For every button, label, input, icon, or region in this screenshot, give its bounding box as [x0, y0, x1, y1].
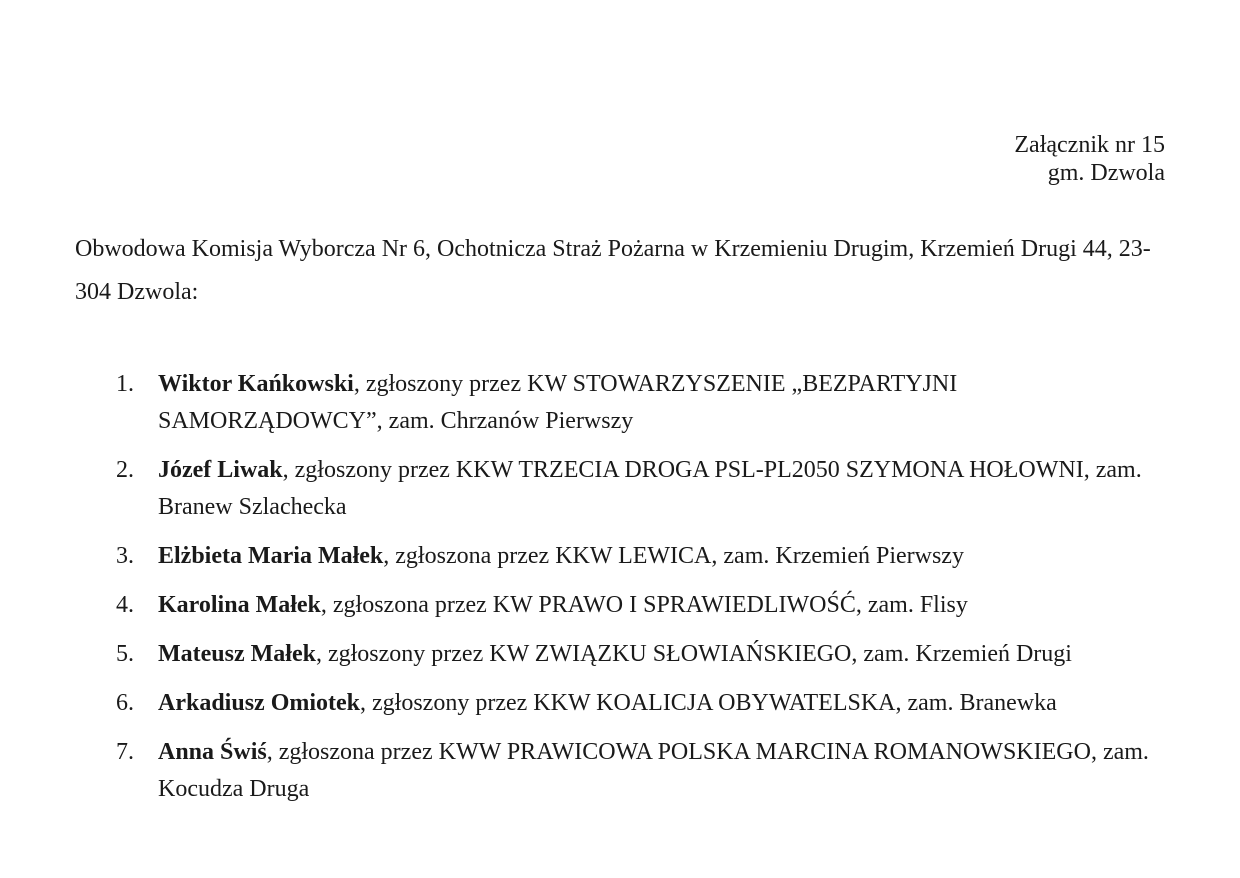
member-name: Arkadiusz Omiotek [158, 690, 361, 716]
list-item-number: 1. [116, 371, 134, 397]
member-name: Mateusz Małek [158, 641, 316, 667]
list-item-number: 7. [116, 739, 134, 765]
list-item-number: 6. [116, 690, 134, 716]
list-item [0, 366, 1240, 440]
list-item [0, 636, 1240, 673]
member-details: , zgłoszona przez KW PRAWO I SPRAWIEDLIWOŚĆ, zam. Flisy [320, 592, 968, 618]
list-item [0, 538, 1240, 575]
list-item [0, 452, 1240, 526]
member-details: , zgłoszona przez KKW LEWICA, zam. Krzemień Pierwszy [383, 543, 964, 569]
list-item [0, 587, 1240, 624]
commission-description: Obwodowa Komisja Wyborcza Nr 6, Ochotnicza Straż Pożarna w Krzemieniu Drugim, Krzemień Drugi 44, 23-304 Dzwola: [75, 236, 1151, 305]
member-details: , zgłoszony przez KKW TRZECIA DROGA PSL-PL2050 SZYMONA HOŁOWNI, zam. Branew Szlachecka [158, 457, 1142, 520]
members-list [0, 366, 1240, 820]
member-details: , zgłoszona przez KWW PRAWICOWA POLSKA MARCINA ROMANOWSKIEGO, zam. Kocudza Druga [158, 739, 1149, 802]
member-name: Karolina Małek [158, 592, 321, 618]
list-item-number: 5. [116, 641, 134, 667]
attachment-header [1014, 131, 1165, 187]
list-item [0, 734, 1240, 808]
list-item-number: 3. [116, 543, 134, 569]
member-details: , zgłoszony przez KW STOWARZYSZENIE „BEZPARTYJNI SAMORZĄDOWCY”, zam. Chrzanów Pierwszy [158, 371, 958, 434]
member-name: Józef Liwak [158, 457, 283, 483]
municipality-label: gm. Dzwola [1047, 160, 1165, 186]
list-item [0, 685, 1240, 722]
list-item-number: 4. [116, 592, 134, 618]
member-name: Anna Świś [158, 739, 267, 765]
attachment-number: Załącznik nr 15 [1014, 132, 1165, 158]
list-item-number: 2. [116, 457, 134, 483]
member-details: , zgłoszony przez KW ZWIĄZKU SŁOWIAŃSKIEGO, zam. Krzemień Drugi [315, 641, 1072, 667]
member-name: Wiktor Kańkowski [158, 371, 354, 397]
member-name: Elżbieta Maria Małek [158, 543, 384, 569]
member-details: , zgłoszony przez KKW KOALICJA OBYWATELSKA, zam. Branewka [360, 690, 1057, 716]
